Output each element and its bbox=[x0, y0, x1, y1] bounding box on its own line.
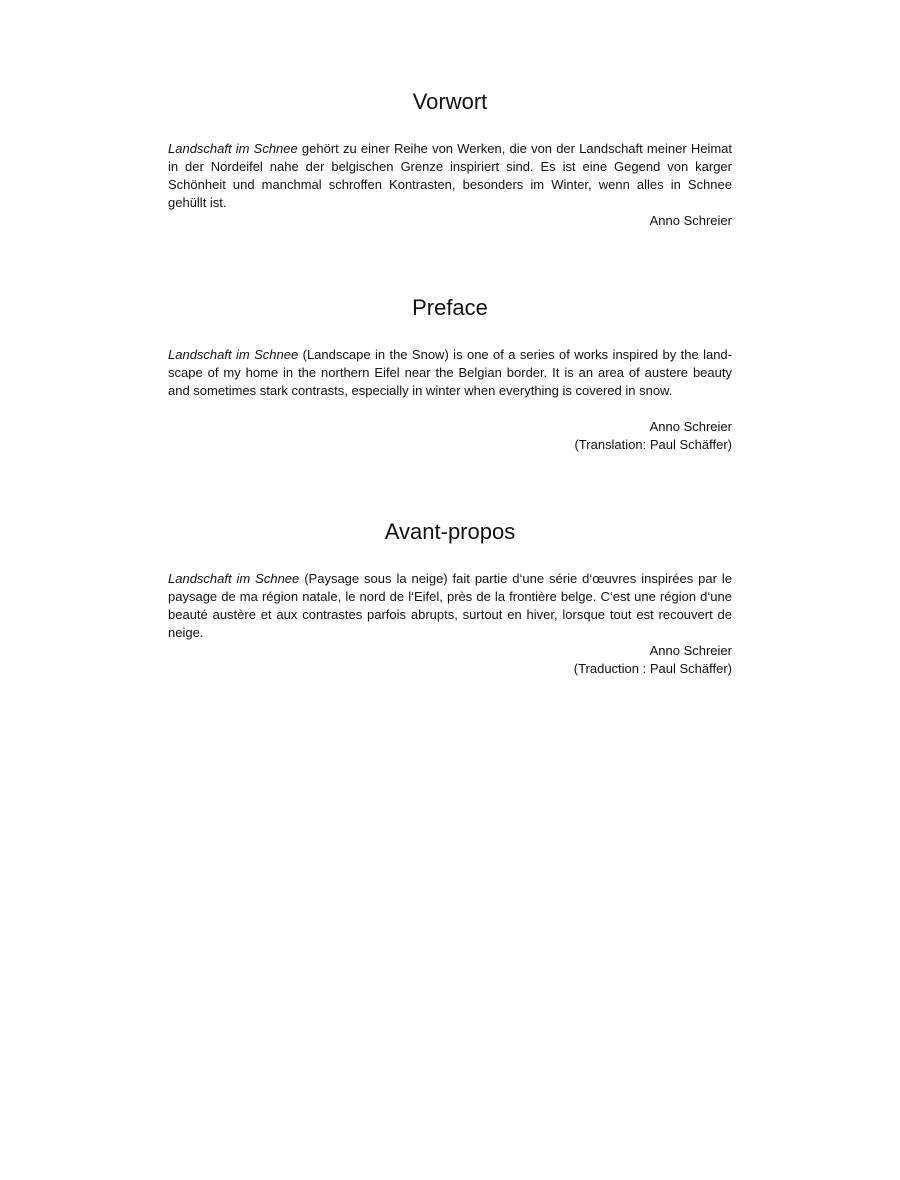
paragraph-avant-propos bbox=[168, 570, 732, 642]
paragraph-text: (Landscape in the Snow) is one of a series of works inspired by the landscape of my home in the northern Eifel near the Belgian border. It is an area of austere beauty and sometimes stark contrasts, especially in winter when everything is covered in snow. bbox=[168, 347, 732, 398]
paragraph-text: gehört zu einer Reihe von Werken, die von der Landschaft meiner Heimat in der Nordeifel nahe der belgischen Grenze inspiriert sind. Es ist eine Gegend von karger Schönheit und manchmal schroffen Kontrasten, besonders im Winter, wenn alles in Schnee gehüllt ist. bbox=[168, 141, 733, 210]
heading-vorwort: Vorwort bbox=[412, 89, 488, 114]
paragraph-vorwort bbox=[168, 140, 732, 212]
heading-avant-propos: Avant-propos bbox=[384, 519, 516, 544]
work-title: Landschaft im Schnee bbox=[168, 571, 300, 586]
author-signature: Anno Schreier bbox=[649, 419, 732, 434]
translation-credit: (Translation: Paul Schäffer) bbox=[574, 437, 732, 452]
heading-preface: Preface bbox=[412, 295, 488, 320]
section-vorwort bbox=[168, 88, 732, 230]
author-signature: Anno Schreier bbox=[649, 643, 732, 658]
section-preface bbox=[168, 294, 732, 454]
work-title: Landschaft im Schnee bbox=[168, 141, 298, 156]
translation-credit: (Traduction : Paul Schäffer) bbox=[573, 661, 732, 676]
section-avant-propos bbox=[168, 518, 732, 678]
work-title: Landschaft im Schnee bbox=[168, 347, 299, 362]
paragraph-preface bbox=[168, 346, 732, 400]
paragraph-text: (Paysage sous la neige) fait partie d‘une série d‘œuvres inspirées par le paysage de ma région natale, le nord de l‘Eifel, près de la frontière belge. C‘est une région d‘une beauté austère et aux contrastes parfois abrupts, surtout en hiver, lorsque tout est recouvert de neige. bbox=[168, 571, 733, 640]
author-signature: Anno Schreier bbox=[649, 213, 732, 228]
